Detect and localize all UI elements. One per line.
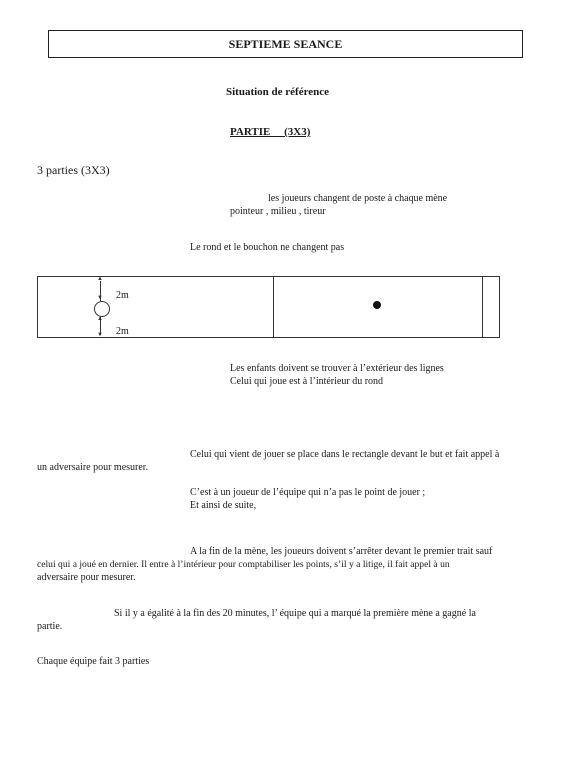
page-title: SEPTIEME SEANCE — [228, 37, 343, 51]
subtitle: Situation de référence — [226, 86, 330, 98]
arrow-up-icon: ▲ — [97, 276, 103, 282]
position-line-2: Celui qui joue est à l’intérieur du rond — [230, 376, 384, 387]
rond-bouchon-note: Le rond et le bouchon ne changent pas — [190, 242, 345, 253]
end-line-1: A la fin de la mène, les joueurs doivent s’arrêter devant le premier trait sauf — [190, 546, 493, 557]
playing-field-diagram — [37, 276, 500, 338]
parties-label: 3 parties (3X3) — [37, 163, 110, 177]
cochonnet-dot — [373, 301, 381, 309]
tie-line-2: partie. — [37, 621, 63, 632]
arrow-down-icon: ▼ — [97, 332, 103, 338]
tie-line-1: Si il y a égalité à la fin des 20 minutes, l’ équipe qui a marqué la première mène a gagné la — [114, 608, 476, 619]
arrow-up-icon: ▲ — [97, 316, 103, 322]
title-box — [48, 30, 523, 58]
throwing-circle — [94, 301, 110, 317]
position-line-1: Les enfants doivent se trouver à l’extérieur des lignes — [230, 363, 444, 374]
part-title: PARTIE (3X3) — [230, 126, 311, 138]
rotation-line-2: pointeur , milieu , tireur — [230, 206, 326, 217]
measure-label-top: 2m — [116, 290, 129, 301]
rectangle-line-2: un adversaire pour mesurer. — [37, 462, 149, 473]
team-line-2: Et ainsi de suite, — [190, 500, 257, 511]
rectangle-line-1: Celui qui vient de jouer se place dans le rectangle devant le but et fait appel à — [190, 449, 500, 460]
arrow-down-icon: ▼ — [97, 295, 103, 301]
end-line-3: adversaire pour mesurer. — [37, 572, 136, 583]
field-end-line — [482, 277, 483, 337]
field-middle-line — [273, 277, 274, 337]
team-line-1: C’est à un joueur de l’équipe qui n’a pas le point de jouer ; — [190, 487, 426, 498]
end-line-2: celui qui a joué en dernier. Il entre à l’intérieur pour comptabiliser les points, s’il y a litige, il fait appel à un — [37, 559, 450, 570]
measure-label-bottom: 2m — [116, 326, 129, 337]
final-note: Chaque équipe fait 3 parties — [37, 656, 150, 667]
rotation-line-1: les joueurs changent de poste à chaque mène — [268, 193, 448, 204]
